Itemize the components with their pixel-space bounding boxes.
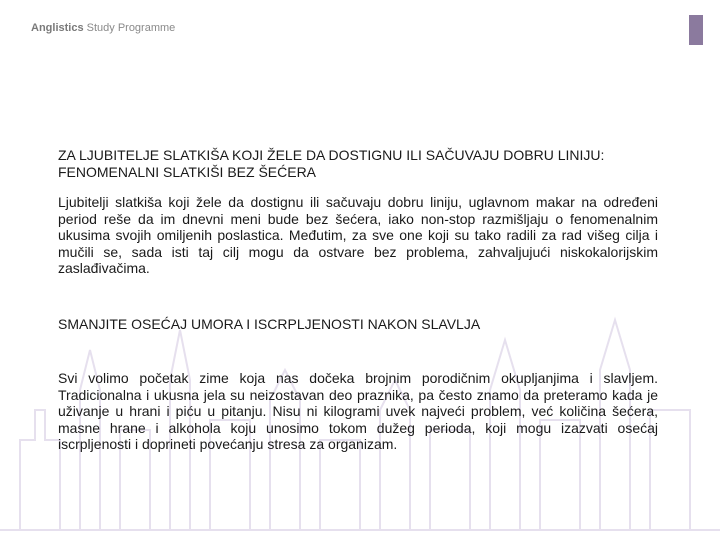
- section-1-body: Ljubitelji slatkiša koji žele da dostignu ili sačuvaju dobru liniju, uglavnom makar na određeni period reše da im dnevni meni bude bez šećera, iako non-stop razmišljaju o fenomenalnim ukusima svojih omiljenih poslastica. Međutim, za sve one koji su tako radili za rad višeg cilja i mučili se, sada isti taj cilj mogu da ostvare bez problema, zahvaljujući niskokalorijskim zaslađivačima.: [58, 194, 658, 276]
- brand-name: Anglistics: [31, 22, 84, 34]
- section-1-heading: ZA LJUBITELJE SLATKIŠA KOJI ŽELE DA DOSTIGNU ILI SAČUVAJU DOBRU LINIJU: FENOMENALNI SLATKIŠI BEZ ŠEĆERA: [58, 147, 605, 180]
- section-2-body: Svi volimo početak zime koja nas dočeka brojnim porodičnim okupljanjima i slavljem. Tradicionalna i ukusna jela su neizostavan deo praznika, pa često znamo da preteramo kada je uživanje u hrani i piću u pitanju. Nisu ni kilogrami uvek najveći problem, već količina šećera, masne hrane i alkohola koju unosimo tokom dužeg perioda, koji mogu izazvati osećaj iscrpljenosti i doprineti povećanju stresa za organizam.: [58, 370, 658, 452]
- header-label: [31, 22, 175, 34]
- statue-logo-icon: [689, 15, 703, 45]
- programme-label: Study Programme: [83, 22, 176, 34]
- section-2-heading: SMANJITE OSEĆAJ UMORA I ISCRPLJENOSTI NAKON SLAVLJA: [58, 316, 481, 332]
